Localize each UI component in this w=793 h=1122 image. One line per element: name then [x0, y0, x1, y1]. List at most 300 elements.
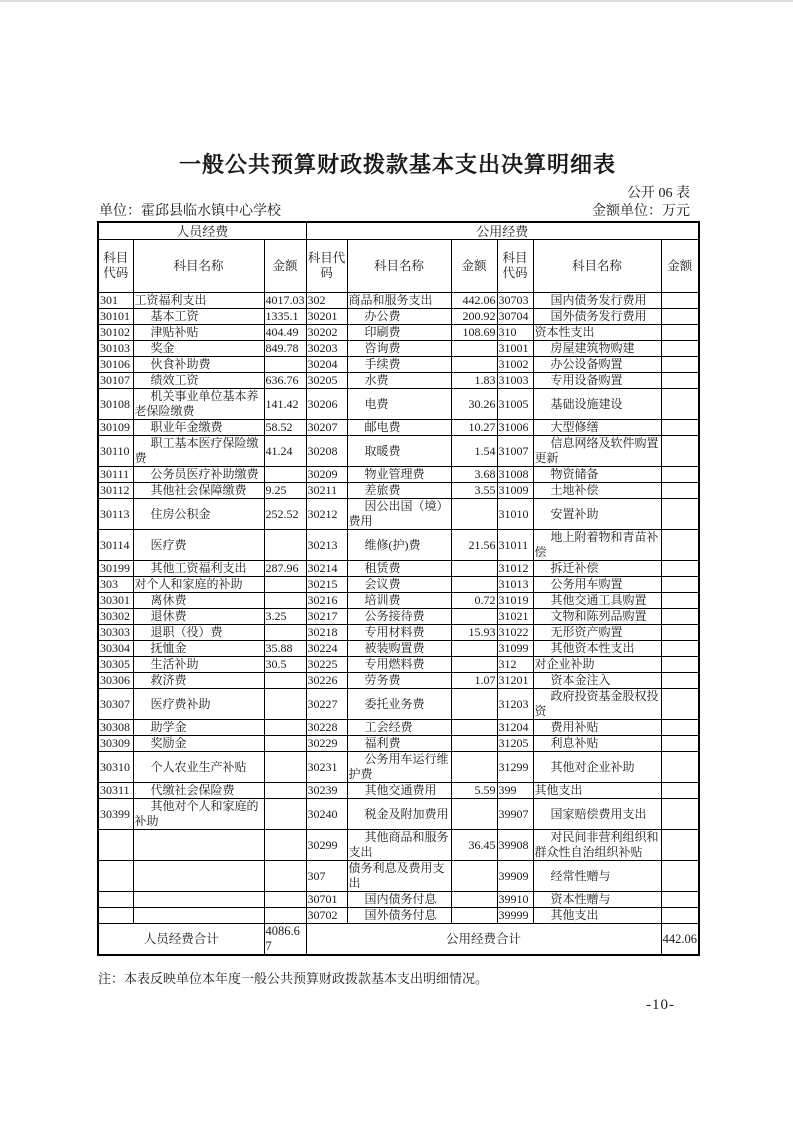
cell-code: 30703: [497, 293, 533, 309]
col-header-code-2: 科目代码: [306, 240, 347, 293]
cell-amount: 35.88: [264, 641, 306, 657]
cell-name: 电费: [347, 389, 451, 420]
cell-name: 税金及附加费用: [347, 799, 451, 830]
cell-code: 30110: [98, 436, 133, 467]
cell-amount: [661, 752, 699, 783]
table-row: [98, 309, 699, 325]
table-row: [98, 341, 699, 357]
cell-name: 国内债务发行费用: [533, 293, 661, 309]
cell-name: 资本性支出: [533, 325, 661, 341]
cell-code: [98, 830, 133, 861]
table-row: [98, 436, 699, 467]
cell-name: 手续费: [347, 357, 451, 373]
table-number-label: 公开 06 表: [627, 186, 690, 201]
cell-amount: [661, 892, 699, 908]
table-row: [98, 908, 699, 924]
table-row: [98, 625, 699, 641]
cell-name: 安置补助: [533, 499, 661, 530]
cell-amount: [451, 499, 497, 530]
cell-code: 31002: [497, 357, 533, 373]
cell-name: 福利费: [347, 736, 451, 752]
cell-name: 公务用车购置: [533, 577, 661, 593]
table-row: [98, 752, 699, 783]
cell-code: 30299: [306, 830, 347, 861]
cell-name: 无形资产购置: [533, 625, 661, 641]
cell-name: 离休费: [133, 593, 264, 609]
cell-code: 30218: [306, 625, 347, 641]
cell-name: 物业管理费: [347, 467, 451, 483]
cell-name: 经常性赠与: [533, 861, 661, 892]
cell-name: 专用燃料费: [347, 657, 451, 673]
cell-amount: [264, 530, 306, 561]
table-row: [98, 892, 699, 908]
cell-name: 公务接待费: [347, 609, 451, 625]
col-header-name-1: 科目名称: [133, 240, 264, 293]
cell-code: 312: [497, 657, 533, 673]
table-row: [98, 357, 699, 373]
cell-name: 医疗费补助: [133, 689, 264, 720]
cell-amount: [451, 657, 497, 673]
cell-code: 302: [306, 293, 347, 309]
cell-name: 租赁费: [347, 561, 451, 577]
cell-code: [98, 908, 133, 924]
cell-amount: 3.55: [451, 483, 497, 499]
cell-code: 30213: [306, 530, 347, 561]
cell-amount: [451, 861, 497, 892]
cell-code: 31008: [497, 467, 533, 483]
cell-amount: [661, 783, 699, 799]
cell-amount: 58.52: [264, 420, 306, 436]
cell-code: 30199: [98, 561, 133, 577]
cell-amount: [264, 799, 306, 830]
cell-amount: [264, 892, 306, 908]
cell-code: 31299: [497, 752, 533, 783]
cell-code: 30702: [306, 908, 347, 924]
cell-amount: [661, 309, 699, 325]
cell-amount: [264, 689, 306, 720]
cell-amount: 1.83: [451, 373, 497, 389]
cell-amount: 30.5: [264, 657, 306, 673]
cell-amount: [451, 357, 497, 373]
cell-amount: [661, 720, 699, 736]
cell-code: 31007: [497, 436, 533, 467]
col-header-name-2: 科目名称: [347, 240, 451, 293]
cell-amount: [661, 530, 699, 561]
cell-amount: [661, 593, 699, 609]
cell-code: 30201: [306, 309, 347, 325]
cell-amount: [661, 467, 699, 483]
footnote: 注：本表反映单位本年度一般公共预算财政拨款基本支出明细情况。: [98, 971, 489, 986]
cell-code: 30228: [306, 720, 347, 736]
cell-amount: 1.07: [451, 673, 497, 689]
cell-amount: 108.69: [451, 325, 497, 341]
cell-amount: [264, 357, 306, 373]
cell-amount: [661, 561, 699, 577]
cell-amount: [661, 830, 699, 861]
cell-amount: [661, 436, 699, 467]
cell-amount: [451, 720, 497, 736]
cell-amount: [661, 689, 699, 720]
cell-amount: 21.56: [451, 530, 497, 561]
cell-code: 30239: [306, 783, 347, 799]
cell-name: 拆迁补偿: [533, 561, 661, 577]
cell-amount: [661, 389, 699, 420]
table-body: [98, 293, 699, 924]
cell-amount: [661, 673, 699, 689]
cell-name: 医疗费: [133, 530, 264, 561]
cell-code: 30311: [98, 783, 133, 799]
cell-amount: [661, 657, 699, 673]
cell-amount: [661, 799, 699, 830]
cell-code: 310: [497, 325, 533, 341]
cell-code: 31011: [497, 530, 533, 561]
col-header-code-3: 科目代码: [497, 240, 533, 293]
cell-amount: [264, 673, 306, 689]
cell-name: 物资储备: [533, 467, 661, 483]
cell-code: 30206: [306, 389, 347, 420]
cell-amount: 41.24: [264, 436, 306, 467]
cell-code: 30211: [306, 483, 347, 499]
cell-amount: [264, 783, 306, 799]
cell-code: 30309: [98, 736, 133, 752]
table-row: [98, 720, 699, 736]
cell-amount: 636.76: [264, 373, 306, 389]
cell-code: 301: [98, 293, 133, 309]
cell-name: 机关事业单位基本养老保险缴费: [133, 389, 264, 420]
group-header-personnel: 人员经费: [98, 222, 306, 240]
cell-amount: [661, 641, 699, 657]
cell-amount: 5.59: [451, 783, 497, 799]
cell-name: 资本金注入: [533, 673, 661, 689]
cell-code: 30108: [98, 389, 133, 420]
col-header-amount-1: 金额: [264, 240, 306, 293]
cell-code: 30106: [98, 357, 133, 373]
cell-amount: [451, 736, 497, 752]
cell-code: 30231: [306, 752, 347, 783]
cell-name: 办公设备购置: [533, 357, 661, 373]
cell-name: 退休费: [133, 609, 264, 625]
cell-code: 31022: [497, 625, 533, 641]
cell-amount: [451, 561, 497, 577]
cell-amount: [661, 357, 699, 373]
cell-amount: [264, 908, 306, 924]
totals-row: [98, 924, 699, 956]
cell-name: 对企业补助: [533, 657, 661, 673]
cell-name: 其他支出: [533, 783, 661, 799]
cell-amount: [661, 499, 699, 530]
cell-amount: 141.42: [264, 389, 306, 420]
table-row: [98, 657, 699, 673]
cell-amount: [661, 325, 699, 341]
cell-name: 信息网络及软件购置更新: [533, 436, 661, 467]
cell-amount: [264, 625, 306, 641]
cell-code: 30114: [98, 530, 133, 561]
cell-code: 399: [497, 783, 533, 799]
cell-amount: [661, 577, 699, 593]
cell-code: 30209: [306, 467, 347, 483]
table-row: [98, 577, 699, 593]
table-row: [98, 373, 699, 389]
cell-amount: [264, 830, 306, 861]
amount-unit-label: 金额单位：万元: [592, 204, 690, 219]
cell-code: 31012: [497, 561, 533, 577]
cell-name: 抚恤金: [133, 641, 264, 657]
cell-name: 公务员医疗补助缴费: [133, 467, 264, 483]
cell-name: [133, 830, 264, 861]
cell-amount: [451, 609, 497, 625]
cell-amount: [264, 720, 306, 736]
cell-code: 39910: [497, 892, 533, 908]
cell-name: 会议费: [347, 577, 451, 593]
cell-amount: [264, 577, 306, 593]
cell-name: 奖励金: [133, 736, 264, 752]
cell-name: 工会经费: [347, 720, 451, 736]
cell-name: 代缴社会保险费: [133, 783, 264, 799]
cell-name: 维修(护)费: [347, 530, 451, 561]
cell-name: 其他工资福利支出: [133, 561, 264, 577]
cell-code: 30227: [306, 689, 347, 720]
cell-amount: 404.49: [264, 325, 306, 341]
cell-name: 办公费: [347, 309, 451, 325]
cell-amount: [264, 752, 306, 783]
cell-name: 资本性赠与: [533, 892, 661, 908]
cell-amount: [264, 593, 306, 609]
cell-name: 土地补偿: [533, 483, 661, 499]
cell-amount: 15.93: [451, 625, 497, 641]
table-row: [98, 641, 699, 657]
page-number: -10-: [646, 997, 675, 1013]
cell-code: 31006: [497, 420, 533, 436]
cell-amount: 1.54: [451, 436, 497, 467]
cell-amount: [451, 341, 497, 357]
cell-amount: [451, 641, 497, 657]
cell-name: 国外债务发行费用: [533, 309, 661, 325]
cell-name: 职业年金缴费: [133, 420, 264, 436]
cell-name: 工资福利支出: [133, 293, 264, 309]
public-total-amount: 442.06: [661, 924, 699, 956]
table-row: [98, 561, 699, 577]
cell-name: 其他社会保障缴费: [133, 483, 264, 499]
cell-amount: 252.52: [264, 499, 306, 530]
cell-code: 30103: [98, 341, 133, 357]
cell-name: 印刷费: [347, 325, 451, 341]
cell-code: 30217: [306, 609, 347, 625]
cell-code: 30208: [306, 436, 347, 467]
cell-name: 咨询费: [347, 341, 451, 357]
cell-amount: [451, 908, 497, 924]
cell-amount: [661, 341, 699, 357]
cell-name: 大型修缮: [533, 420, 661, 436]
cell-code: 30308: [98, 720, 133, 736]
cell-name: 政府投资基金股权投资: [533, 689, 661, 720]
col-header-name-3: 科目名称: [533, 240, 661, 293]
cell-name: 职工基本医疗保险缴费: [133, 436, 264, 467]
table-row: [98, 736, 699, 752]
cell-name: 费用补贴: [533, 720, 661, 736]
table-row: [98, 530, 699, 561]
personnel-total-label: 人员经费合计: [98, 924, 264, 956]
table-row: [98, 799, 699, 830]
cell-name: 住房公积金: [133, 499, 264, 530]
cell-name: 房屋建筑物购建: [533, 341, 661, 357]
cell-code: 30226: [306, 673, 347, 689]
cell-code: 39999: [497, 908, 533, 924]
cell-amount: [451, 752, 497, 783]
col-header-amount-2: 金额: [451, 240, 497, 293]
cell-code: 39909: [497, 861, 533, 892]
cell-code: 30207: [306, 420, 347, 436]
cell-amount: [451, 577, 497, 593]
cell-code: 30216: [306, 593, 347, 609]
cell-name: 差旅费: [347, 483, 451, 499]
cell-code: 30701: [306, 892, 347, 908]
cell-name: 救济费: [133, 673, 264, 689]
table-row: [98, 420, 699, 436]
cell-code: 30212: [306, 499, 347, 530]
table-row: [98, 467, 699, 483]
cell-name: 其他交通费用: [347, 783, 451, 799]
cell-amount: [451, 892, 497, 908]
cell-code: 30302: [98, 609, 133, 625]
cell-amount: [264, 467, 306, 483]
table-row: [98, 830, 699, 861]
cell-code: 30113: [98, 499, 133, 530]
cell-name: 利息补贴: [533, 736, 661, 752]
cell-code: 30304: [98, 641, 133, 657]
table-row: [98, 499, 699, 530]
cell-name: 伙食补助费: [133, 357, 264, 373]
cell-code: 30704: [497, 309, 533, 325]
cell-amount: [264, 736, 306, 752]
cell-name: 水费: [347, 373, 451, 389]
cell-code: 31021: [497, 609, 533, 625]
cell-name: 债务利息及费用支出: [347, 861, 451, 892]
budget-detail-table: [97, 221, 700, 956]
unit-info-row: [99, 200, 690, 220]
cell-name: [133, 908, 264, 924]
cell-code: 30225: [306, 657, 347, 673]
cell-name: [133, 892, 264, 908]
cell-amount: [264, 861, 306, 892]
cell-name: 劳务费: [347, 673, 451, 689]
cell-code: 30229: [306, 736, 347, 752]
cell-amount: [451, 689, 497, 720]
cell-amount: 3.25: [264, 609, 306, 625]
cell-code: 30303: [98, 625, 133, 641]
cell-code: 31009: [497, 483, 533, 499]
table-row: [98, 293, 699, 309]
cell-code: 30305: [98, 657, 133, 673]
cell-name: 委托业务费: [347, 689, 451, 720]
cell-code: 30301: [98, 593, 133, 609]
cell-amount: [661, 483, 699, 499]
column-header-row: [98, 240, 699, 293]
table-row: [98, 861, 699, 892]
cell-name: 基本工资: [133, 309, 264, 325]
cell-code: [98, 861, 133, 892]
table-row: [98, 689, 699, 720]
cell-amount: 30.26: [451, 389, 497, 420]
table-row: [98, 389, 699, 420]
cell-name: 邮电费: [347, 420, 451, 436]
cell-amount: 0.72: [451, 593, 497, 609]
cell-code: 30111: [98, 467, 133, 483]
cell-name: 专用材料费: [347, 625, 451, 641]
cell-amount: [661, 373, 699, 389]
cell-name: 地上附着物和青苗补偿: [533, 530, 661, 561]
cell-code: 31203: [497, 689, 533, 720]
cell-code: 30109: [98, 420, 133, 436]
cell-code: 31001: [497, 341, 533, 357]
cell-amount: 9.25: [264, 483, 306, 499]
cell-code: 31204: [497, 720, 533, 736]
cell-name: 津贴补贴: [133, 325, 264, 341]
cell-name: 其他商品和服务支出: [347, 830, 451, 861]
cell-code: 31003: [497, 373, 533, 389]
cell-code: [98, 892, 133, 908]
cell-name: 生活补助: [133, 657, 264, 673]
cell-name: 取暖费: [347, 436, 451, 467]
cell-name: 国内债务付息: [347, 892, 451, 908]
cell-code: 30224: [306, 641, 347, 657]
cell-amount: 442.06: [451, 293, 497, 309]
table-row: [98, 325, 699, 341]
cell-amount: 4017.03: [265, 293, 305, 307]
cell-code: 30205: [306, 373, 347, 389]
cell-name: 因公出国（境）费用: [347, 499, 451, 530]
cell-name: 助学金: [133, 720, 264, 736]
cell-name: 奖金: [133, 341, 264, 357]
cell-amount: [661, 420, 699, 436]
cell-amount: [661, 625, 699, 641]
cell-code: 30399: [98, 799, 133, 830]
cell-code: 30214: [306, 561, 347, 577]
cell-code: 30203: [306, 341, 347, 357]
cell-name: [133, 861, 264, 892]
table-row: [98, 609, 699, 625]
cell-amount: 200.92: [451, 309, 497, 325]
table-row: [98, 593, 699, 609]
cell-amount: 10.27: [451, 420, 497, 436]
cell-code: 31205: [497, 736, 533, 752]
cell-amount: [451, 799, 497, 830]
cell-code: 30101: [98, 309, 133, 325]
cell-code: 31099: [497, 641, 533, 657]
cell-code: 39908: [497, 830, 533, 861]
group-header-row: [98, 222, 699, 240]
cell-name: 商品和服务支出: [347, 293, 451, 309]
unit-name-label: 单位：霍邱县临水镇中心学校: [99, 204, 281, 219]
cell-code: 307: [306, 861, 347, 892]
table-row: [98, 483, 699, 499]
cell-name: 国家赔偿费用支出: [533, 799, 661, 830]
table-row: [98, 783, 699, 799]
cell-amount: [661, 736, 699, 752]
cell-code: 30215: [306, 577, 347, 593]
cell-code: 30310: [98, 752, 133, 783]
cell-amount: [661, 908, 699, 924]
cell-name: 培训费: [347, 593, 451, 609]
cell-name: 专用设备购置: [533, 373, 661, 389]
public-total-label: 公用经费合计: [306, 924, 661, 956]
cell-amount: 3.68: [451, 467, 497, 483]
cell-amount: [661, 861, 699, 892]
cell-code: 30204: [306, 357, 347, 373]
cell-name: 文物和陈列品购置: [533, 609, 661, 625]
cell-amount: 287.96: [264, 561, 306, 577]
cell-name: 其他对个人和家庭的补助: [133, 799, 264, 830]
cell-name: 退职（役）费: [133, 625, 264, 641]
